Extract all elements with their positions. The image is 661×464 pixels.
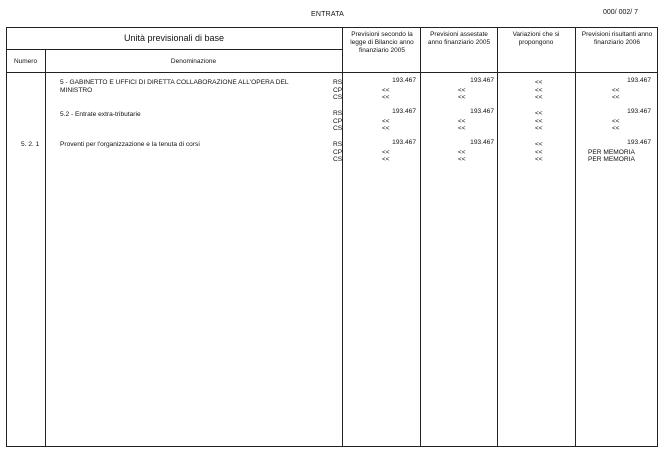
column-header-previsioni-assestate: Previsioni assestate anno finanziario 2005: [427, 31, 491, 46]
numero-header: Numero: [13, 58, 38, 65]
tag-rs: RS: [333, 79, 343, 86]
value-cell: <<: [535, 117, 543, 125]
value-cell: <<: [382, 148, 390, 156]
value-cell: <<: [535, 86, 543, 94]
row-denominazione: 5 - GABINETTO E UFFICI DI DIRETTA COLLABORAZIONE ALL'OPERA DEL MINISTRO: [60, 79, 289, 94]
tag-cs: CS: [333, 94, 343, 101]
page-number: 000/ 002/ 7: [603, 9, 639, 16]
value-cell: <<: [458, 125, 466, 132]
value-cell: <<: [382, 117, 390, 125]
value-cell: 193.467: [470, 108, 494, 115]
value-cell: <<: [535, 79, 543, 86]
value-cell: <<: [535, 148, 543, 156]
column-header-previsioni-risultanti: Previsioni risultanti anno finanziario 2006: [581, 31, 653, 46]
value-cell: <<: [382, 156, 390, 163]
value-cell: 193.467: [627, 108, 651, 115]
value-cell: <<: [612, 125, 620, 132]
value-cell: <<: [458, 86, 466, 94]
per-memoria-label: PER MEMORIA: [588, 156, 635, 163]
value-cell: <<: [458, 148, 466, 156]
row-numero: 5. 2. 1: [21, 141, 40, 148]
value-cell: <<: [458, 94, 466, 101]
value-cell: 193.467: [470, 139, 494, 146]
column-divider-2: [420, 27, 421, 447]
value-cell: <<: [612, 117, 620, 125]
value-cell: <<: [535, 156, 543, 163]
value-cell: 193.467: [392, 108, 416, 115]
value-cell: <<: [535, 125, 543, 132]
per-memoria-label: PER MEMORIA: [588, 148, 635, 156]
value-cell: 193.467: [627, 77, 651, 84]
value-cell: <<: [612, 94, 620, 101]
tag-cp: CP: [333, 148, 343, 156]
row-denominazione: Proventi per l'organizzazione e la tenuta di corsi: [60, 141, 200, 148]
group-title: Unità previsionali di base: [123, 33, 225, 43]
tag-cp: CP: [333, 117, 343, 125]
tag-cs: CS: [333, 125, 343, 132]
value-cell: <<: [458, 117, 466, 125]
page-title: ENTRATA: [311, 11, 345, 18]
tag-rs: RS: [333, 141, 343, 148]
value-cell: <<: [382, 86, 390, 94]
column-divider-4: [575, 27, 576, 447]
value-cell: <<: [382, 94, 390, 101]
value-cell: <<: [458, 156, 466, 163]
value-cell: 193.467: [392, 77, 416, 84]
tag-rs: RS: [333, 110, 343, 117]
value-cell: <<: [612, 86, 620, 94]
value-cell: <<: [535, 141, 543, 148]
row-denominazione: 5.2 - Entrate extra-tributarie: [60, 111, 141, 118]
tag-cp: CP: [333, 86, 343, 94]
numero-column-divider: [45, 49, 46, 447]
value-cell: <<: [535, 94, 543, 101]
header-bottom-line: [6, 72, 658, 73]
value-cell: 193.467: [470, 77, 494, 84]
column-header-variazioni: Variazioni che si propongono: [512, 31, 560, 46]
denominazione-header: Denominazione: [170, 58, 217, 65]
value-cell: <<: [382, 125, 390, 132]
value-cell: 193.467: [392, 139, 416, 146]
tag-cs: CS: [333, 156, 343, 163]
value-cell: <<: [535, 110, 543, 117]
value-cell: 193.467: [627, 139, 651, 146]
header-divider: [6, 49, 342, 50]
column-header-previsioni-legge: Previsioni secondo la legge di Bilancio anno finanziario 2005: [350, 31, 414, 54]
column-divider-3: [497, 27, 498, 447]
